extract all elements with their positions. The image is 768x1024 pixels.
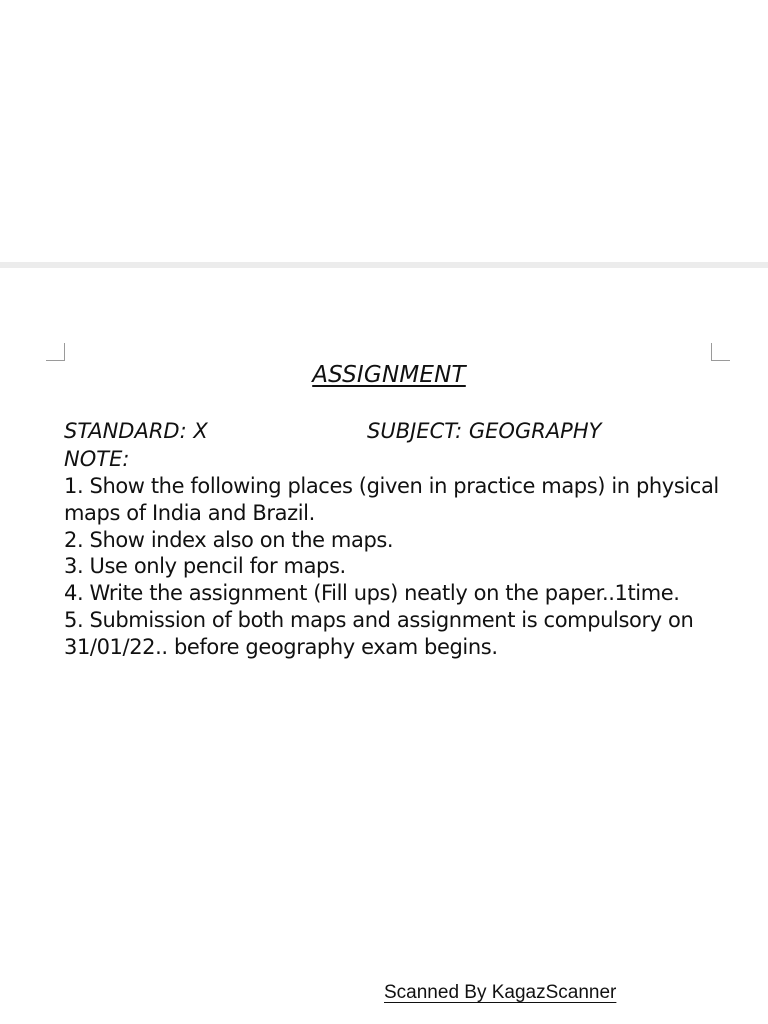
instruction-item: 1. Show the following places (given in practice maps) in physical maps of India and Brazil. (64, 474, 719, 525)
note-label: NOTE: (64, 447, 130, 471)
scanner-credit: Scanned By KagazScanner (384, 982, 617, 1003)
instruction-item: 3. Use only pencil for maps. (64, 554, 346, 579)
instruction-item: 4. Write the assignment (Fill ups) neatly on the paper..1time. (64, 581, 680, 606)
instruction-item: 5. Submission of both maps and assignment is compulsory on 31/01/22.. before geography exam begins. (64, 607, 694, 659)
document-title: ASSIGNMENT (312, 362, 466, 388)
instruction-item: 2. Show index also on the maps. (64, 527, 394, 552)
instruction-list (64, 473, 744, 661)
standard-label: STANDARD: X (64, 419, 208, 443)
page-divider (0, 262, 768, 268)
margin-corner-mark-left (46, 343, 65, 361)
margin-corner-mark-right (711, 343, 730, 361)
subject-label: SUBJECT: GEOGRAPHY (367, 419, 602, 443)
